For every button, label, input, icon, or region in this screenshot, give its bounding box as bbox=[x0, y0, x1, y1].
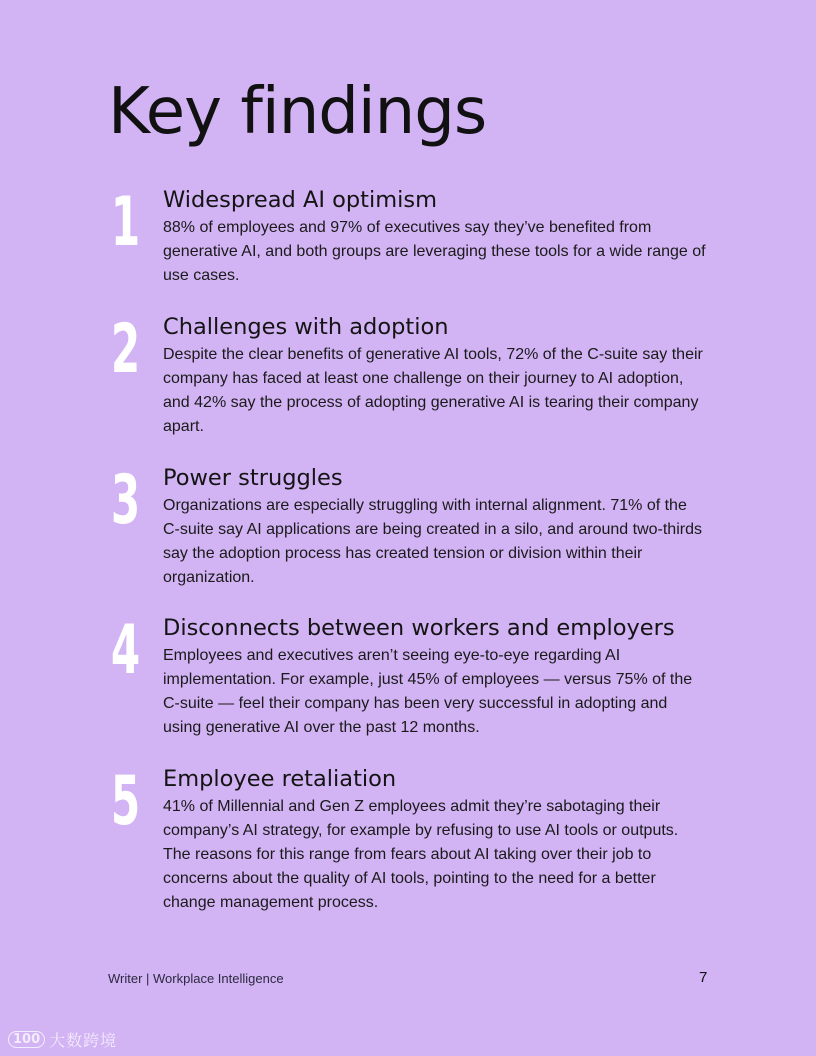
finding-body: 41% of Millennial and Gen Z employees admit they’re sabotaging their company’s AI strategy, for example by refusing to use AI tools or outputs. The reasons for this range from fears about AI taking over their job to concerns about the quality of AI tools, pointing to the need for a better change management process. bbox=[163, 798, 679, 911]
finding-body: Organizations are especially struggling with internal alignment. 71% of the C-suite say AI applications are being created in a silo, and around two-thirds say the adoption process has created tension or division within their organization. bbox=[163, 497, 702, 586]
page-number: 7 bbox=[699, 969, 708, 986]
finding-number: 2 bbox=[110, 310, 141, 389]
finding-number: 4 bbox=[110, 611, 141, 690]
finding-title: Employee retaliation bbox=[163, 766, 397, 792]
page-title: Key findings bbox=[108, 75, 487, 149]
watermark-logo-icon: 100 bbox=[8, 1031, 45, 1048]
finding-body: Employees and executives aren’t seeing eye-to-eye regarding AI implementation. For example, just 45% of employees — versus 75% of the C-suite — feel their company has been very successful in adopting and using generative AI over the past 12 months. bbox=[163, 647, 693, 736]
footer-source: Writer | Workplace Intelligence bbox=[108, 971, 284, 986]
finding-number: 3 bbox=[110, 461, 141, 540]
watermark-text: 大数跨境 bbox=[49, 1031, 118, 1050]
watermark bbox=[8, 1028, 117, 1051]
finding-title: Widespread AI optimism bbox=[163, 187, 438, 213]
finding-title: Disconnects between workers and employers bbox=[163, 615, 675, 641]
finding-number: 1 bbox=[110, 183, 141, 262]
finding-number: 5 bbox=[110, 762, 141, 841]
finding-body: 88% of employees and 97% of executives say they’ve benefited from generative AI, and both groups are leveraging these tools for a wide range of use cases. bbox=[163, 219, 706, 284]
finding-body: Despite the clear benefits of generative AI tools, 72% of the C-suite say their company has faced at least one challenge on their journey to AI adoption, and 42% say the process of adopting generative AI is tearing their company apart. bbox=[163, 346, 703, 435]
finding-title: Challenges with adoption bbox=[163, 314, 449, 340]
finding-title: Power struggles bbox=[163, 465, 343, 491]
